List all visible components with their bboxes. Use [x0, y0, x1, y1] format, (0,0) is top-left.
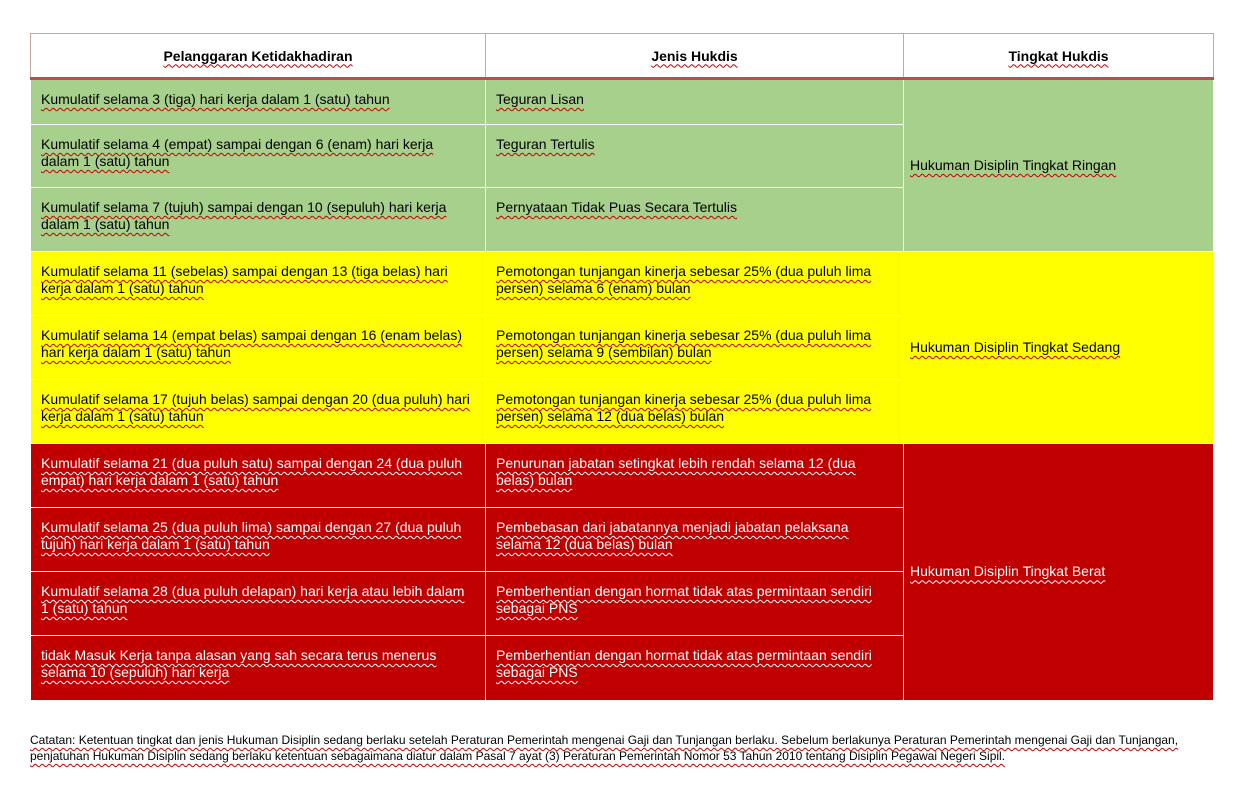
footnote: Catatan: Ketentuan tingkat dan jenis Hukuman Disiplin sedang berlaku setelah Peraturan Pemerintah mengenai Gaji dan Tunjangan berlaku. Sebelum berlakunya Peraturan Pemerintah mengenai Gaji dan Tunjangan, penjatuhan Hukuman Disiplin sedang berlaku ketentuan sebagaimana diatur dalam Pasal 7 ayat (3) Peraturan Pemerintah Nomor 53 Tahun 2010 tentang Disiplin Pegawai Negeri Sipil. [30, 733, 1179, 763]
table-header-row [31, 34, 1214, 79]
penalty-cell: Pemberhentian dengan hormat tidak atas permintaan sendiri sebagai PNS [486, 572, 904, 636]
penalty-cell: Pemberhentian dengan hormat tidak atas permintaan sendiri sebagai PNS [486, 636, 904, 700]
penalty-cell: Penurunan jabatan setingkat lebih rendah selama 12 (dua belas) bulan [486, 444, 904, 508]
violation-cell: Kumulatif selama 7 (tujuh) sampai dengan 10 (sepuluh) hari kerja dalam 1 (satu) tahun [31, 188, 486, 252]
level-cell-berat: Hukuman Disiplin Tingkat Berat [904, 444, 1214, 700]
table-row [31, 79, 1214, 125]
penalty-cell: Pemotongan tunjangan kinerja sebesar 25% (dua puluh lima persen) selama 12 (dua belas) bulan [486, 380, 904, 444]
penalty-cell: Pernyataan Tidak Puas Secara Tertulis [486, 188, 904, 252]
table-row [31, 252, 1214, 316]
penalty-cell: Pemotongan tunjangan kinerja sebesar 25% (dua puluh lima persen) selama 6 (enam) bulan [486, 252, 904, 316]
violation-cell: Kumulatif selama 17 (tujuh belas) sampai dengan 20 (dua puluh) hari kerja dalam 1 (satu) tahun [31, 380, 486, 444]
level-cell-sedang: Hukuman Disiplin Tingkat Sedang [904, 252, 1214, 444]
violation-cell: Kumulatif selama 28 (dua puluh delapan) hari kerja atau lebih dalam 1 (satu) tahun [31, 572, 486, 636]
header-penalty-level: Tingkat Hukdis [904, 34, 1214, 79]
penalty-cell: Pemotongan tunjangan kinerja sebesar 25% (dua puluh lima persen) selama 9 (sembilan) bulan [486, 316, 904, 380]
level-cell-ringan: Hukuman Disiplin Tingkat Ringan [904, 79, 1214, 252]
penalty-cell: Teguran Tertulis [486, 125, 904, 188]
violation-cell: Kumulatif selama 4 (empat) sampai dengan 6 (enam) hari kerja dalam 1 (satu) tahun [31, 125, 486, 188]
violation-cell: tidak Masuk Kerja tanpa alasan yang sah secara terus menerus selama 10 (sepuluh) hari kerja [31, 636, 486, 700]
violation-cell: Kumulatif selama 25 (dua puluh lima) sampai dengan 27 (dua puluh tujuh) hari kerja dalam 1 (satu) tahun [31, 508, 486, 572]
violation-cell: Kumulatif selama 11 (sebelas) sampai dengan 13 (tiga belas) hari kerja dalam 1 (satu) tahun [31, 252, 486, 316]
header-violation: Pelanggaran Ketidakhadiran [31, 34, 486, 79]
header-penalty-type: Jenis Hukdis [486, 34, 904, 79]
penalty-cell: Teguran Lisan [486, 79, 904, 125]
violation-cell: Kumulatif selama 3 (tiga) hari kerja dalam 1 (satu) tahun [31, 79, 486, 125]
violation-cell: Kumulatif selama 14 (empat belas) sampai dengan 16 (enam belas) hari kerja dalam 1 (satu) tahun [31, 316, 486, 380]
violation-cell: Kumulatif selama 21 (dua puluh satu) sampai dengan 24 (dua puluh empat) hari kerja dalam 1 (satu) tahun [31, 444, 486, 508]
table-row [31, 444, 1214, 508]
penalty-cell: Pembebasan dari jabatannya menjadi jabatan pelaksana selama 12 (dua belas) bulan [486, 508, 904, 572]
discipline-table [30, 33, 1214, 700]
